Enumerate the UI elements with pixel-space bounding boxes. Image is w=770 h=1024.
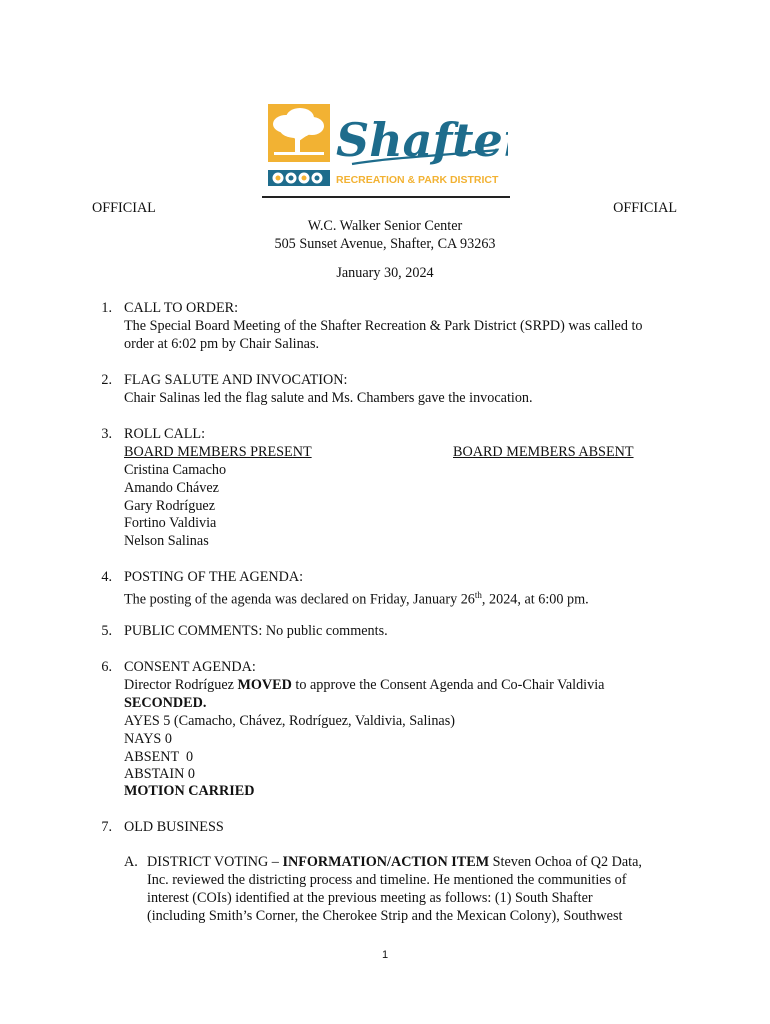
member-name: Fortino Valdivia <box>124 515 217 531</box>
item-body-line: order at 6:02 pm by Chair Salinas. <box>124 336 320 352</box>
tree-logo-graphic <box>266 96 508 200</box>
subitem-title: DISTRICT VOTING – <box>147 854 283 870</box>
member-name: Nelson Salinas <box>124 533 209 549</box>
ordinal-suffix: th <box>474 590 482 600</box>
item-body-line: The Special Board Meeting of the Shafter Recreation & Park District (SRPD) was called to <box>124 318 643 334</box>
subitem-text: Steven Ochoa of Q2 Data, <box>489 854 642 870</box>
item-title: FLAG SALUTE AND INVOCATION: <box>124 372 348 388</box>
moved-keyword: MOVED <box>237 677 292 693</box>
motion-carried <box>124 782 254 800</box>
item-number: 1. <box>101 300 112 316</box>
posting-text: The posting of the agenda was declared on Friday, January 26 <box>124 591 475 608</box>
item-title: PUBLIC COMMENTS: No public comments. <box>124 623 388 639</box>
action-item-keyword: INFORMATION/ACTION ITEM <box>282 854 490 870</box>
official-label-right: OFFICIAL <box>613 200 677 216</box>
motion-carried-text: MOTION CARRIED <box>124 783 255 799</box>
item-number: 3. <box>101 426 112 442</box>
meeting-date: January 30, 2024 <box>336 265 434 281</box>
motion-text: to approve the Consent Agenda and Co-Chair Valdivia <box>291 677 605 693</box>
abstain-line: ABSTAIN 0 <box>124 766 195 782</box>
item-title: OLD BUSINESS <box>124 819 224 835</box>
logo-brand-name: Shafter <box>336 113 508 167</box>
item-number: 5. <box>101 623 112 639</box>
item-body-line <box>124 586 589 609</box>
item-title: CALL TO ORDER: <box>124 300 239 316</box>
subitem-line: interest (COIs) identified at the previous meeting as follows: (1) South Shafter <box>147 890 593 906</box>
subitem-line: (including Smith’s Corner, the Cherokee Strip and the Mexican Colony), Southwest <box>147 908 623 924</box>
motion-text: Director Rodríguez <box>124 677 238 693</box>
subitem-line: Inc. reviewed the districting process and timeline. He mentioned the communities of <box>147 872 627 888</box>
activity-icons-row <box>268 170 330 186</box>
motion-line <box>124 676 604 694</box>
item-number: 6. <box>101 659 112 675</box>
member-name: Gary Rodríguez <box>124 498 216 514</box>
item-title: POSTING OF THE AGENDA: <box>124 569 304 585</box>
item-number: 2. <box>101 372 112 388</box>
absent-line: ABSENT 0 <box>124 749 194 765</box>
item-number: 7. <box>101 819 112 835</box>
seconded-text: SECONDED. <box>124 695 207 711</box>
posting-text-end: , 2024, at 6:00 pm. <box>481 591 589 608</box>
district-logo <box>266 96 508 200</box>
venue-name: W.C. Walker Senior Center <box>307 218 463 234</box>
ayes-line: AYES 5 (Camacho, Chávez, Rodríguez, Valdivia, Salinas) <box>124 713 455 729</box>
item-body-line: Chair Salinas led the flag salute and Ms. Chambers gave the invocation. <box>124 390 533 406</box>
header-rule <box>262 196 510 198</box>
item-title: ROLL CALL: <box>124 426 206 442</box>
subitem-label: A. <box>124 854 138 870</box>
item-title: CONSENT AGENDA: <box>124 659 256 675</box>
official-label-left: OFFICIAL <box>92 200 156 216</box>
present-header: BOARD MEMBERS PRESENT <box>124 444 312 460</box>
member-name: Cristina Camacho <box>124 462 227 478</box>
logo-subtitle: RECREATION & PARK DISTRICT <box>336 174 499 186</box>
item-number: 4. <box>101 569 112 585</box>
page-number: 1 <box>381 949 389 961</box>
member-name: Amando Chávez <box>124 480 219 496</box>
subitem-line <box>147 853 642 871</box>
absent-header: BOARD MEMBERS ABSENT <box>453 444 634 460</box>
seconded-keyword <box>124 694 206 712</box>
nays-line: NAYS 0 <box>124 731 172 747</box>
venue-address: 505 Sunset Avenue, Shafter, CA 93263 <box>274 236 496 252</box>
